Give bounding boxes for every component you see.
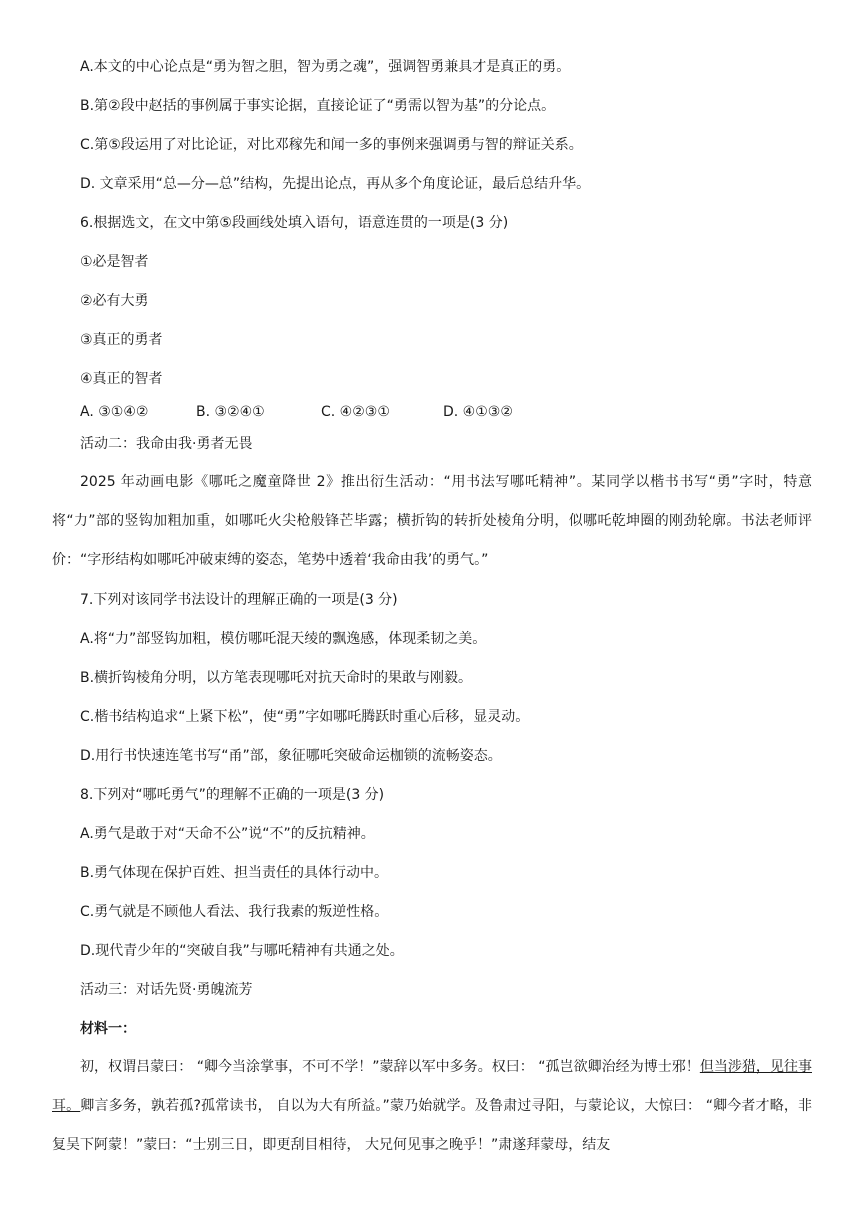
q6-choice-c: C. ④②③① [321, 404, 390, 420]
activity2-paragraph [52, 463, 812, 580]
q6-item-2: ②必有大勇 [80, 293, 149, 309]
material1-underlined-text: 但当涉猎，见往事耳。 [52, 1059, 812, 1114]
q6-item-3: ③真正的勇者 [80, 332, 163, 348]
material1-label: 材料一： [80, 1021, 136, 1037]
q8-option-d: D.现代青少年的“突破自我”与哪吒精神有共通之处。 [80, 943, 404, 959]
q6-item-1: ①必是智者 [80, 254, 149, 270]
q8-option-a: A.勇气是敢于对“天命不公”说“不”的反抗精神。 [80, 826, 375, 842]
q6-choice-d: D. ④①③② [443, 404, 513, 420]
q6-choice-b: B. ③②④① [196, 404, 265, 420]
q7-option-c: C.楷书结构追求“上紧下松”，使“勇”字如哪吒腾跃时重心后移，显灵动。 [80, 709, 530, 725]
q6-stem: 6.根据选文，在文中第⑤段画线处填入语句，语意连贯的一项是(3 分) [80, 215, 509, 231]
q5-option-a: A.本文的中心论点是“勇为智之胆，智为勇之魂”，强调智勇兼具才是真正的勇。 [80, 59, 571, 75]
q5-option-c: C.第⑤段运用了对比论证，对比邓稼先和闻一多的事例来强调勇与智的辩证关系。 [80, 137, 583, 153]
activity3-title: 活动三：对话先贤·勇魄流芳 [80, 982, 253, 998]
q8-option-b: B.勇气体现在保护百姓、担当责任的具体行动中。 [80, 865, 389, 881]
material1-paragraph [52, 1048, 812, 1165]
q5-option-d: D. 文章采用“总—分—总”结构，先提出论点，再从多个角度论证，最后总结升华。 [80, 176, 591, 192]
q6-choice-a: A. ③①④② [80, 404, 149, 420]
q6-choices [80, 402, 513, 422]
q7-option-d: D.用行书快速连笔书写“甬”部，象征哪吒突破命运枷锁的流畅姿态。 [80, 748, 502, 764]
material1-text-part1: 初，权谓吕蒙曰： “卿今当涂掌事，不可不学！”蒙辞以军中多务。权曰： “孤岂欲卿治经为博士邪！ [80, 1059, 700, 1075]
q8-option-c: C.勇气就是不顾他人看法、我行我素的叛逆性格。 [80, 904, 389, 920]
q5-option-b: B.第②段中赵括的事例属于事实论据，直接论证了“勇需以智为基”的分论点。 [80, 98, 556, 114]
q6-item-4: ④真正的智者 [80, 371, 163, 387]
material1-text-part2: 卿言多务，孰若孤?孤常读书， 自以为大有所益。”蒙乃始就学。及鲁肃过寻阳，与蒙论议，大惊曰： “卿今者才略，非复吴下阿蒙！”蒙曰：“士别三日，即更刮目相待， 大兄何见事之晚乎！”肃遂拜蒙母，结友 [52, 1098, 812, 1153]
q8-stem: 8.下列对“哪吒勇气”的理解不正确的一项是(3 分) [80, 787, 385, 803]
activity2-title: 活动二：我命由我·勇者无畏 [80, 436, 253, 452]
activity2-paragraph-text: 2025 年动画电影《哪吒之魔童降世 2》推出衍生活动：“用书法写哪吒精神”。某同学以楷书书写“勇”字时，特意将“力”部的竖钩加粗加重，如哪吒火尖枪般锋芒毕露；横折钩的转折处棱角分明，似哪吒乾坤圈的刚劲轮廓。书法老师评价：“字形结构如哪吒冲破束缚的姿态，笔势中透着‘我命由我’的勇气。” [52, 474, 812, 568]
q7-stem: 7.下列对该同学书法设计的理解正确的一项是(3 分) [80, 592, 398, 608]
q7-option-a: A.将“力”部竖钩加粗，模仿哪吒混天绫的飘逸感，体现柔韧之美。 [80, 631, 487, 647]
q7-option-b: B.横折钩棱角分明，以方笔表现哪吒对抗天命时的果敢与刚毅。 [80, 670, 473, 686]
